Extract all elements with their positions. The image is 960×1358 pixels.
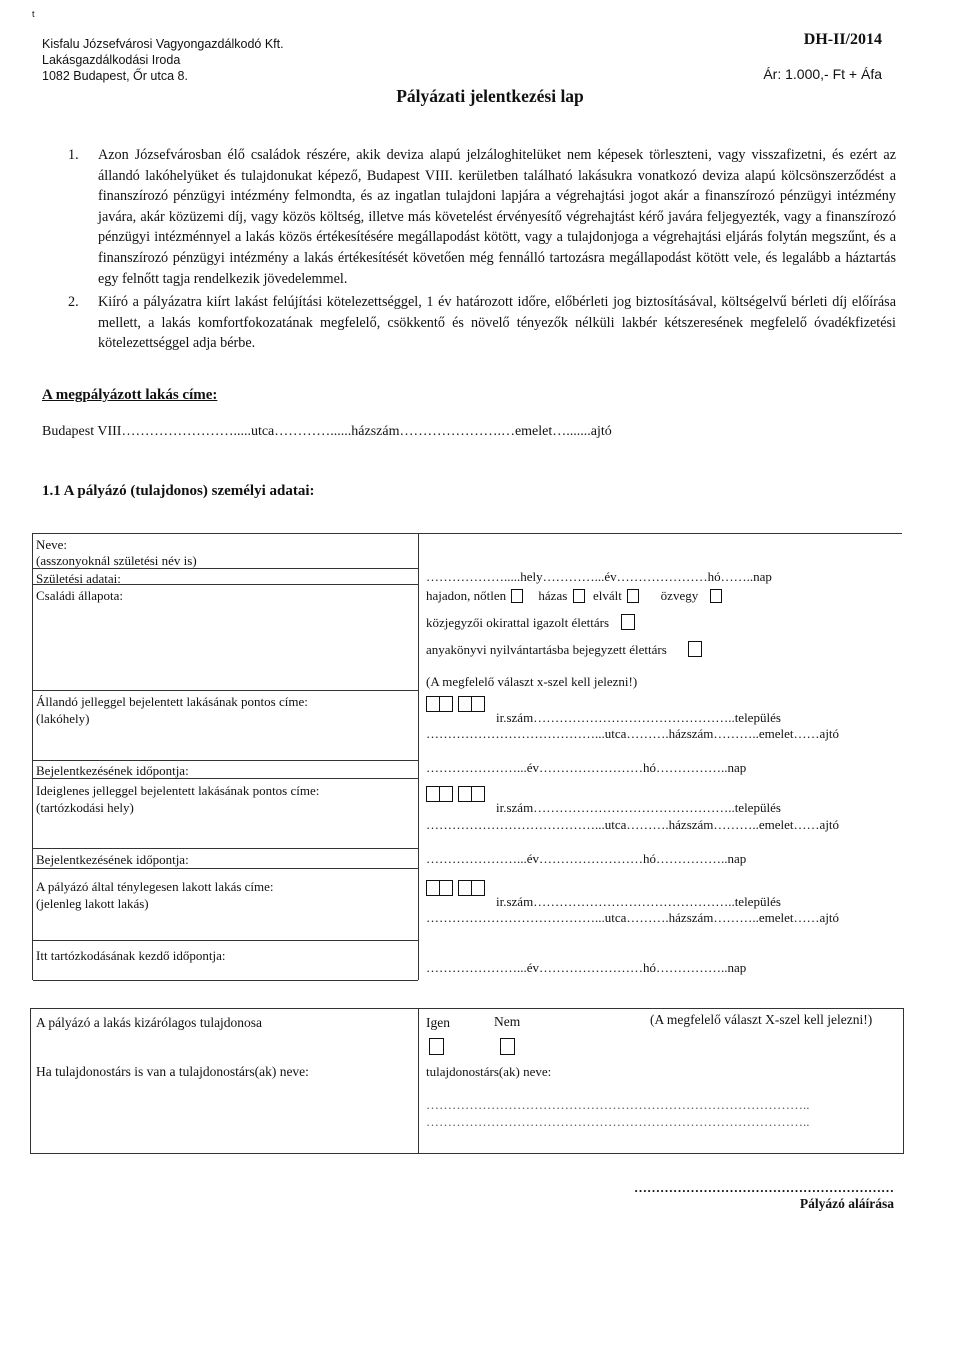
coowner-field-2[interactable]: …………………………………………………………………………….. [426,1114,810,1129]
no-checkbox[interactable] [500,1038,515,1055]
office-name: Lakásgazdálkodási Iroda [42,53,181,67]
notary-partner-row [426,614,637,631]
row-line [33,760,418,761]
actual-address-sublabel: (jelenleg lakott lakás) [36,896,149,911]
table-border-top [32,533,902,534]
widowed-option-label: özvegy [660,588,699,603]
maiden-name-label: (asszonyoknál születési név is) [36,553,197,568]
ownership-border-left [30,1008,31,1154]
actual-zip-boxes[interactable] [426,880,484,896]
widowed-checkbox[interactable] [710,589,722,603]
divorced-option-label: elvált [593,588,622,603]
stay-start-label: Itt tartózkodásának kezdő időpontja: [36,948,226,963]
registration-date-label-2: Bejelentkezésének időpontja: [36,852,189,867]
stay-start-field[interactable]: …………………...év……………………hó……………..nap [426,960,747,975]
table-divider [418,533,419,980]
single-option-label: hajadon, nőtlen [426,588,507,603]
permanent-address-sublabel: (lakóhely) [36,711,90,726]
signature-label: Pályázó aláírása [799,1196,894,1211]
intro-text: Kiíró a pályázatra kiírt lakást felújítási kötelezettséggel, 1 év határozott időre, előbérleti jog biztosításával, költségelvű bérleti díj előírása mellett, a lakás komfortfokozatának megfelelő, csökkentő és növelő tényezők nélküli lakbér kétszeresének megfelelő óvadékfizetési kötelezettséggel adja bérbe. [98,294,896,352]
ownership-border-top [30,1008,904,1009]
personal-heading: 1.1 A pályázó (tulajdonos) személyi adatai: [42,483,315,499]
actual-street-field[interactable]: …………………………………...utca……….házszám………..emelet……ajtó [426,910,840,925]
permanent-zip-boxes[interactable] [426,696,484,712]
signature-line[interactable]: …………………………………………………… [634,1180,894,1195]
intro-number: 1. [68,147,79,163]
ownership-border-right [903,1008,904,1154]
row-line [33,868,418,869]
married-option-label: házas [538,588,568,603]
document-code: DH-II/2014 [803,31,882,48]
corner-mark: t [32,9,35,19]
temporary-street-field[interactable]: …………………………………...utca……….házszám………..emelet……ajtó [426,817,840,832]
registration-date-field[interactable]: …………………...év……………………hó……………..nap [426,760,747,775]
company-name: Kisfalu Józsefvárosi Vagyongazdálkodó Kft. [42,37,284,51]
row-line [33,980,418,981]
ownership-instruction: (A megfelelő választ X-szel kell jelezni!) [650,1012,873,1027]
company-address: 1082 Budapest, Őr utca 8. [42,69,188,83]
marital-options-row [426,588,724,604]
address-line[interactable]: Budapest VIII…………………….....utca…………......házszám………………….…emelet….......ajtó [42,424,612,439]
intro-paragraph-1 [68,145,896,289]
yes-checkbox[interactable] [429,1038,444,1055]
address-heading: A megpályázott lakás címe: [42,387,218,403]
zip-label: ir.szám [496,710,534,725]
temporary-address-label: Ideiglenes jelleggel bejelentett lakásának pontos címe: [36,783,320,798]
notary-partner-label: közjegyzői okirattal igazolt élettárs [426,615,610,630]
notary-partner-checkbox[interactable] [621,614,635,630]
intro-number: 2. [68,294,79,310]
registered-partner-checkbox[interactable] [688,641,702,657]
coowner-label: tulajdonostárs(ak) neve: [426,1064,552,1079]
ownership-border-bottom [30,1153,904,1154]
row-line [33,690,418,691]
registered-partner-label: anyakönyvi nyilvántartásba bejegyzett élettárs [426,642,667,657]
birth-label: Születési adatai: [36,571,121,586]
marital-status-label: Családi állapota: [36,588,124,603]
temporary-address-sublabel: (tartózkodási hely) [36,800,134,815]
zip-label: ir.szám [496,894,534,909]
intro-paragraph-2 [68,292,896,354]
no-label: Nem [494,1014,521,1029]
zip-label: ir.szám [496,800,534,815]
table-border-left [32,533,33,980]
permanent-address-label: Állandó jelleggel bejelentett lakásának pontos címe: [36,694,308,709]
registration-date-label: Bejelentkezésének időpontja: [36,763,189,778]
settlement-field[interactable]: ………………………………………..település [533,710,781,725]
registered-partner-row [426,641,704,658]
birth-data-field[interactable]: ……………….....hely…………...év…………………hó……..nap [426,569,772,584]
name-label: Neve: [36,537,68,552]
page-title: Pályázati jelentkezési lap [396,86,584,106]
registration-date-field-2[interactable]: …………………...év……………………hó……………..nap [426,851,747,866]
temporary-zip-label [496,800,781,816]
settlement-field[interactable]: ………………………………………..település [533,894,781,909]
single-checkbox[interactable] [511,589,523,603]
coowner-field-1[interactable]: …………………………………………………………………………….. [426,1097,810,1112]
price: Ár: 1.000,- Ft + Áfa [763,66,882,82]
sole-owner-question: A pályázó a lakás kizárólagos tulajdonosa [36,1015,263,1030]
row-line [33,848,418,849]
permanent-zip-label [496,710,781,726]
temporary-zip-boxes[interactable] [426,786,484,802]
divorced-checkbox[interactable] [627,589,639,603]
married-checkbox[interactable] [573,589,585,603]
settlement-field[interactable]: ………………………………………..település [533,800,781,815]
intro-text: Azon Józsefvárosban élő családok részére, akik deviza alapú jelzáloghitelüket nem képesek törleszteni, vagy visszafizetni, és ezért az állandó lakóhelyüket és tulajdonukat képező, Budapest VIII. kerületben található lakásukra vonatkozó deviza alapú kölcsönszerződést a finanszírozó pénzügyi intézmény felmondta, és az ingatlan tulajdoni lapjára a végrehajtási jogot akár a finanszírozó pénzügyi intézmény javára, akár közüzemi díj, vagy közös költség, illetve más követelést érvényesítő végrehajtást kérő javára feljegyezték, vagy a finanszírozó pénzügyi intézménnyel a lakás közös értékesítésére megállapodást kötött, vagy a tulajdonjoga a végrehajtási eljárás folytán megszűnt, és a finanszírozó pénzügyi intézmény a lakás értékesítését követően még fennálló tartozásra megállapodást kötött vele, és legalább a háztartás egy felnőtt tagja rendelkezik jövedelemmel. [98,147,896,287]
coowner-question: Ha tulajdonostárs is van a tulajdonostárs(ak) neve: [36,1064,309,1079]
permanent-street-field[interactable]: …………………………………...utca……….házszám………..emelet……ajtó [426,726,840,741]
yes-label: Igen [426,1015,450,1030]
actual-zip-label [496,894,781,910]
row-line [33,940,418,941]
actual-address-label: A pályázó által ténylegesen lakott lakás címe: [36,879,274,894]
ownership-divider [418,1008,419,1154]
marital-instruction: (A megfelelő választ x-szel kell jelezni!) [426,674,638,689]
